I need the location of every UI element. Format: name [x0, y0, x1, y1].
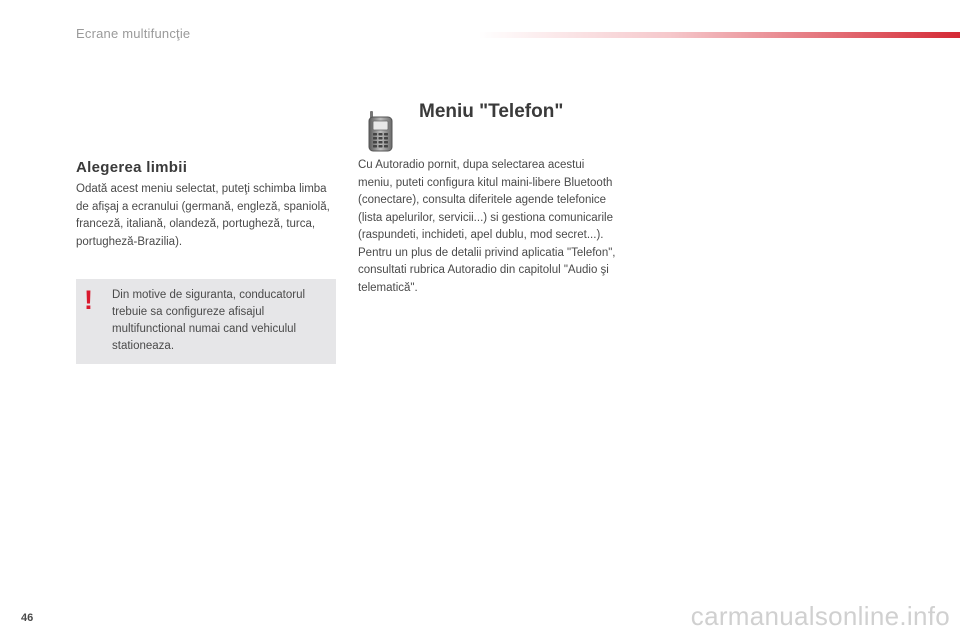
telefon-paragraph-1: Cu Autoradio pornit, dupa selectarea acestui meniu, puteti configura kitul maini-libere Bluetooth (conectare), consulta diferitele agende telefonice (lista apelurilor, servicii...) si gestiona comunicarile (raspundeti, inchideti, apel dublu, mod secret...). — [358, 159, 614, 241]
safety-warning-box — [76, 279, 336, 364]
language-section-text: Odată acest meniu selectat, puteţi schimba limba de afişaj a ecranului (germană, engleză, spaniolă, franceză, italiană, olandeză, portugheză, turca, portugheză-Brazilia). — [76, 183, 330, 248]
mobile-phone-icon — [368, 110, 394, 152]
page-number: 46 — [21, 612, 34, 624]
site-watermark: carmanualsonline.info — [690, 601, 950, 631]
language-section-title: Alegerea limbii — [76, 159, 188, 176]
telefon-paragraph-2: Pentru un plus de detalii privind aplicatia "Telefon", consultati rubrica Autoradio din capitolul "Audio şi telematică". — [358, 246, 616, 294]
safety-warning-text: Din motive de siguranta, conducatorul trebuie sa configureze afisajul multifunctional numai cand vehiculul stationeaza. — [112, 289, 306, 352]
telefon-section-text — [358, 157, 620, 297]
telefon-menu-title: Meniu "Telefon" — [419, 101, 564, 122]
page-header-title: Ecrane multifuncţie — [76, 26, 191, 41]
header-accent-bar — [478, 32, 960, 38]
exclamation-icon: ! — [84, 285, 93, 315]
